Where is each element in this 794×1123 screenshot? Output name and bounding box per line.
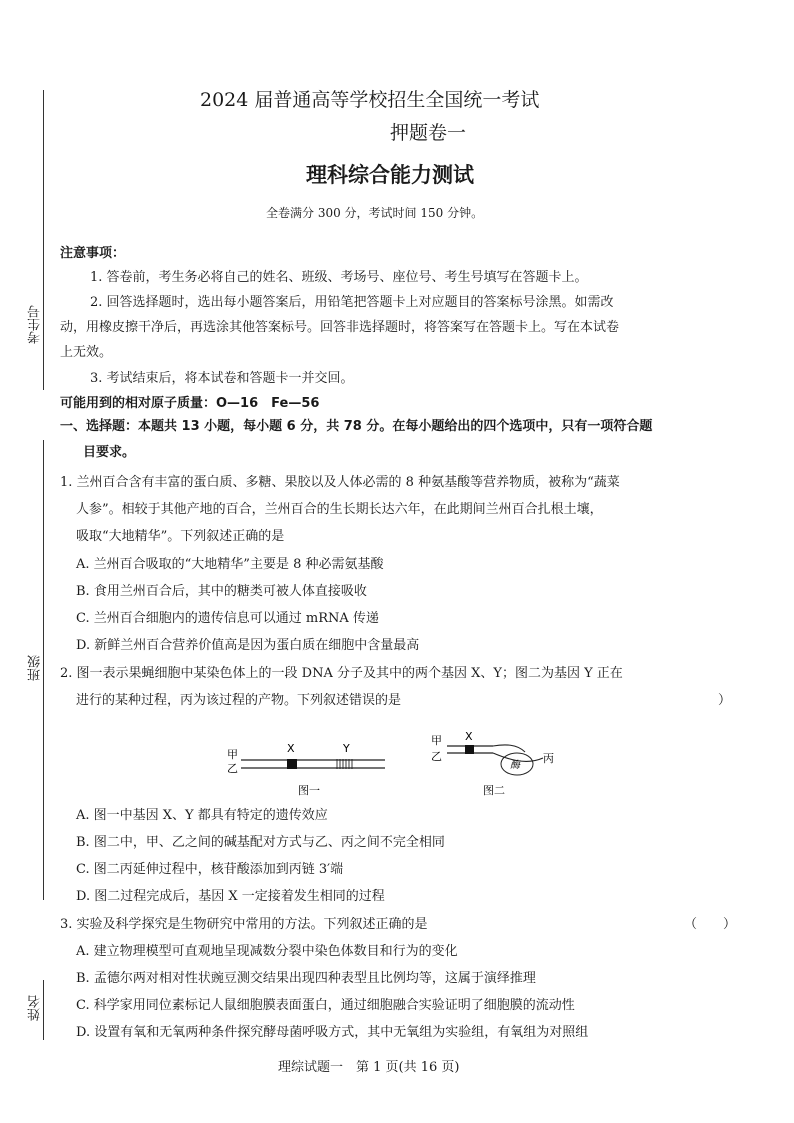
q1-option-a: A. 兰州百合吸取的“大地精华”主要是 8 种必需氨基酸 <box>76 557 384 572</box>
notes-item: 动，用橡皮擦干净后，再选涂其他答案标号。回答非选择题时，将答案写在答题卡上。写在本试卷 <box>60 320 620 335</box>
fig2-gene-x-label: X <box>465 730 473 743</box>
fig1-caption: 图一 <box>298 784 320 797</box>
fig2-strand-b-label: 乙 <box>431 750 442 763</box>
q3-answer-paren: （ ） <box>684 917 737 932</box>
section-heading-cont: 目要求。 <box>83 445 136 460</box>
fig2-product-label: 丙 <box>543 752 554 765</box>
atomic-mass-line: 可能用到的相对原子质量：O—16 Fe—56 <box>60 396 320 411</box>
q1-stem: 1. 兰州百合含有丰富的蛋白质、多糖、果胶以及人体必需的 8 种氨基酸等营养物质，被称为“蔬菜 <box>60 475 620 490</box>
fig2-unwound-strand-a <box>493 745 525 752</box>
fig2-strand-a-label: 甲 <box>431 734 442 747</box>
q3-option-a: A. 建立物理模型可直观地呈现减数分裂中染色体数目和行为的变化 <box>76 944 458 959</box>
q3-option-c: C. 科学家用同位素标记人鼠细胞膜表面蛋白，通过细胞融合实验证明了细胞膜的流动性 <box>76 998 575 1013</box>
q2-option-b: B. 图二中，甲、乙之间的碱基配对方式与乙、丙之间不完全相同 <box>76 835 445 850</box>
notes-item: 3. 考试结束后，将本试卷和答题卡一并交回。 <box>90 371 354 386</box>
name-label: 姓名 <box>28 995 43 1021</box>
page-footer: 理综试题一 第 1 页(共 16 页) <box>278 1060 460 1075</box>
notes-item: 1. 答卷前，考生务必将自己的姓名、班级、考场号、座位号、考生号填写在答题卡上。 <box>90 270 588 285</box>
q2-answer-paren: ） <box>718 693 732 708</box>
notes-item: 上无效。 <box>60 345 113 360</box>
fig1-strand-a-label: 甲 <box>227 748 238 761</box>
q2-figure <box>225 730 565 800</box>
q1-option-b: B. 食用兰州百合后，其中的糖类可被人体直接吸收 <box>76 584 367 599</box>
q1-option-c: C. 兰州百合细胞内的遗传信息可以通过 mRNA 传递 <box>76 611 379 626</box>
candidate-number-label: 考生号 <box>28 305 43 344</box>
exam-title: 2024 届普通高等学校招生全国统一考试 <box>200 89 540 111</box>
q2-stem: 2. 图一表示果蝇细胞中某染色体上的一段 DNA 分子及其中的两个基因 X、Y；图二为基因 Y 正在 <box>60 666 623 681</box>
fig2-enzyme-label: 酶 <box>510 760 520 771</box>
notes-heading: 注意事项： <box>60 246 126 261</box>
q1-stem: 人参”。相较于其他产地的百合，兰州百合的生长期长达六年，在此期间兰州百合扎根土壤， <box>76 502 603 517</box>
exam-subtitle: 押题卷一 <box>390 122 467 144</box>
section-heading: 一、选择题：本题共 13 小题，每小题 6 分，共 78 分。在每小题给出的四个选项中，只有一项符合题 <box>60 419 653 434</box>
q1-option-d: D. 新鲜兰州百合营养价值高是因为蛋白质在细胞中含量最高 <box>76 638 420 653</box>
fig2-gene-x-block <box>465 745 474 754</box>
class-label: 班级 <box>28 655 43 681</box>
q1-stem: 吸取“大地精华”。下列叙述正确的是 <box>76 529 285 544</box>
exam-name: 理科综合能力测试 <box>306 163 474 187</box>
fig1-gene-y-label: Y <box>343 742 350 755</box>
score-time-line: 全卷满分 300 分，考试时间 150 分钟。 <box>266 206 484 220</box>
notes-item: 2. 回答选择题时，选出每小题答案后，用铅笔把答题卡上对应题目的答案标号涂黑。如需改 <box>90 295 614 310</box>
binding-line-top <box>43 90 44 390</box>
fig1-gene-x-label: X <box>287 742 295 755</box>
q2-option-d: D. 图二过程完成后，基因 X 一定接着发生相同的过程 <box>76 889 385 904</box>
q2-stem: 进行的某种过程，丙为该过程的产物。下列叙述错误的是 <box>76 693 402 708</box>
q2-option-a: A. 图一中基因 X、Y 都具有特定的遗传效应 <box>76 808 328 823</box>
q3-option-d: D. 设置有氧和无氧两种条件探究酵母菌呼吸方式，其中无氧组为实验组，有氧组为对照组 <box>76 1025 589 1040</box>
fig1-gene-x-block <box>287 759 297 769</box>
q2-option-c: C. 图二丙延伸过程中，核苷酸添加到丙链 3′端 <box>76 862 344 877</box>
q3-option-b: B. 孟德尔两对相对性状豌豆测交结果出现四种表型且比例均等，这属于演绎推理 <box>76 971 536 986</box>
fig2-caption: 图二 <box>483 784 505 797</box>
q3-stem: 3. 实验及科学探究是生物研究中常用的方法。下列叙述正确的是 <box>60 917 428 932</box>
fig1-strand-b-label: 乙 <box>227 762 238 775</box>
